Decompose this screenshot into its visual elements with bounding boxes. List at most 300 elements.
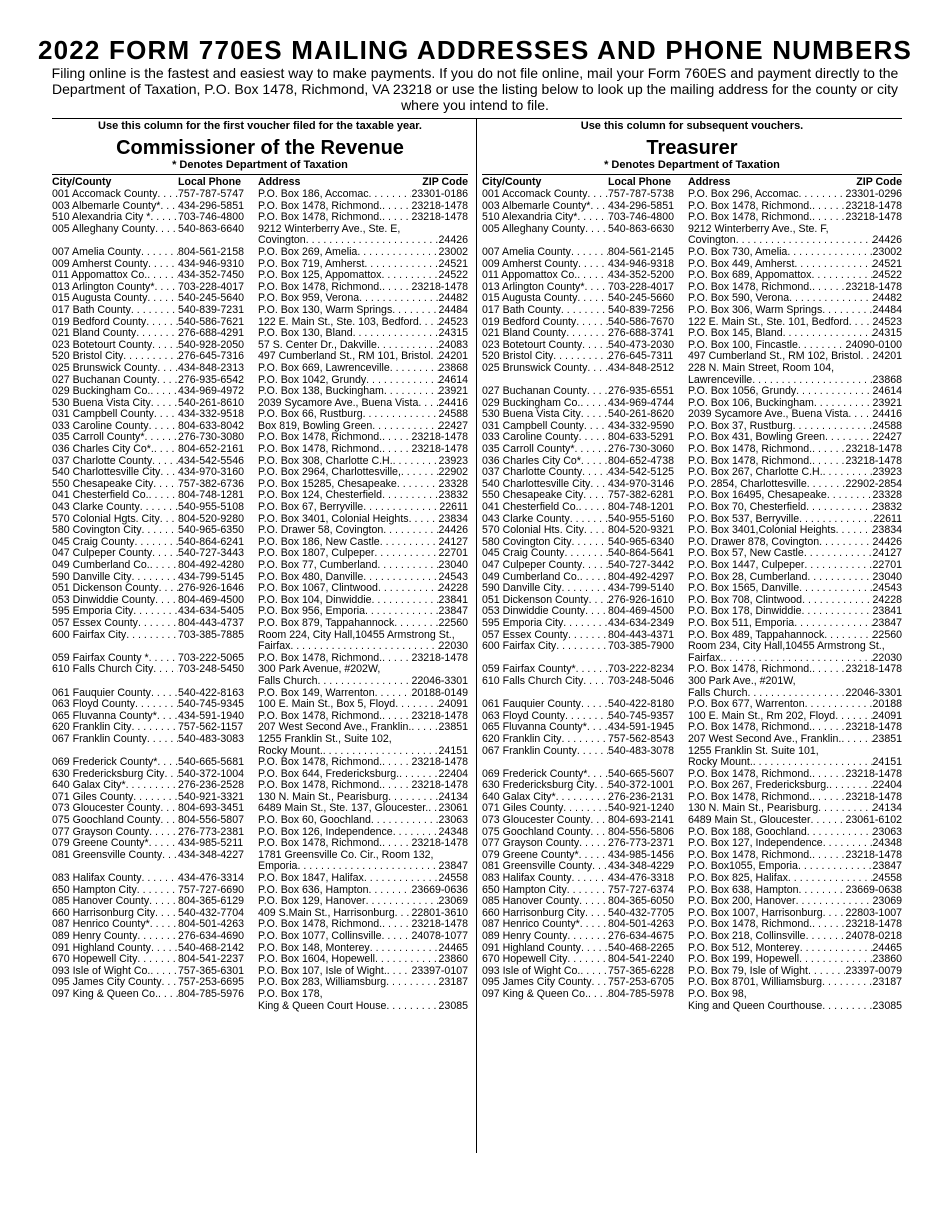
local-phone: 804-561-2145 <box>608 245 674 258</box>
mailing-address <box>258 502 468 514</box>
city-county-text: 049 Cumberland Co. <box>482 571 580 583</box>
address-line: P.O. Box 186, Accomac <box>258 189 369 200</box>
city-county-name <box>52 514 178 526</box>
address-line: P.O. Drawer 58, Covington <box>258 525 384 537</box>
city-county-text: 033 Caroline County <box>52 420 149 432</box>
table-row <box>52 595 468 607</box>
city-county-name <box>52 386 178 398</box>
table-row <box>482 479 902 491</box>
city-county-text: 590 Danville City <box>482 583 562 595</box>
zip-code: 23040 <box>438 560 468 571</box>
city-county-text: 580 Covington City <box>52 525 142 537</box>
mailing-address <box>258 467 468 479</box>
intro-paragraph: Filing online is the fastest and easiest way to make payments. If you do not file online, mail your Form 760ES and payment directly to the Department of Taxation, P.O. Box 1478, Richmond, VA 23218 or use the listing below to look up the mailing address for the county or city where you intend to file. <box>51 65 899 113</box>
address-line: P.O. Box 1478, Richmond. <box>258 710 383 722</box>
address-line: P.O. Box 511, Emporia <box>688 617 795 629</box>
table-row <box>52 931 468 943</box>
zip-code: 24127 <box>872 548 902 560</box>
mailing-address <box>258 653 468 665</box>
column-rule <box>52 174 468 175</box>
local-phone: 540-468-2265 <box>608 941 674 954</box>
city-county-name <box>52 815 178 827</box>
table-row <box>52 537 468 549</box>
city-county-text: 065 Fluvanna County* <box>482 722 587 734</box>
mailing-address <box>258 757 468 769</box>
local-phone: 434-296-5851 <box>608 199 674 212</box>
zip-code: 24315 <box>438 328 468 340</box>
city-county-text: 540 Charlottesville City <box>482 478 591 490</box>
city-county-text: 035 Carroll County* <box>52 432 145 444</box>
city-county-text: 036 Charles City Co* <box>482 455 581 467</box>
table-row <box>482 259 902 271</box>
city-county-text: 595 Emporia City <box>482 617 564 629</box>
city-county-text: 595 Emporia City <box>52 606 134 618</box>
column-title: Treasurer <box>646 137 738 159</box>
header-zip-code: ZIP Code <box>856 176 902 188</box>
zip-code: 24588 <box>872 420 902 432</box>
city-county-name <box>52 664 178 676</box>
city-county-name <box>52 792 178 804</box>
city-county-name <box>482 328 608 340</box>
local-phone: 804-785-5976 <box>178 987 244 1000</box>
local-phone: 540-665-5607 <box>608 767 674 780</box>
city-county-name <box>482 734 608 746</box>
table-row <box>52 363 468 375</box>
city-county-name <box>52 444 178 456</box>
city-county-text: 570 Colonial Hts. City <box>482 525 584 537</box>
table-row <box>482 282 902 294</box>
commissioner-column <box>52 119 468 1012</box>
mailing-address <box>258 873 468 885</box>
city-county-text: 670 Hopewell City <box>52 954 138 966</box>
local-phone: 434-542-5546 <box>178 454 244 467</box>
local-phone: 540-727-3442 <box>608 559 674 571</box>
city-county-name <box>52 363 178 375</box>
address-line: P.O. Box 1478, Richmond. <box>688 200 813 212</box>
city-county-name <box>52 282 178 294</box>
zip-code: 23834 <box>438 513 468 525</box>
address-line: Covington <box>688 234 736 247</box>
city-county-text: 015 Augusta County <box>482 293 578 305</box>
local-phone: 804-748-1201 <box>608 501 674 514</box>
local-phone: 540-745-9345 <box>178 698 244 711</box>
table-row <box>482 630 902 642</box>
table-row <box>52 711 468 723</box>
zip-code: 23218-1478 <box>845 722 902 734</box>
city-county-text: 025 Brunswick County <box>482 362 588 374</box>
city-county-text: 061 Fauquier County <box>52 687 151 699</box>
address-line: P.O. Box 3401,Colonial Heights <box>688 525 836 537</box>
table-row <box>482 398 902 410</box>
mailing-address <box>258 966 468 978</box>
header-address: Address <box>258 176 301 188</box>
address-line: 122 E. Main St., Ste. 101, Bedford <box>688 316 849 328</box>
local-phone: 540-928-2050 <box>178 338 244 351</box>
local-phone: 434-799-5145 <box>178 570 244 583</box>
zip-code: 24521 <box>438 258 468 270</box>
city-county-name <box>482 514 608 526</box>
zip-code: 23218-1478 <box>845 849 902 861</box>
zip-code: 22803-1007 <box>845 907 902 919</box>
mailing-address <box>688 212 902 224</box>
city-county-text: 023 Botetourt County <box>52 339 153 351</box>
mailing-address <box>688 548 902 560</box>
local-phone: 434-946-9310 <box>178 257 244 270</box>
city-county-name <box>52 456 178 468</box>
table-row <box>52 305 468 317</box>
address-line: P.O. Box 1478, Richmond. <box>688 444 813 456</box>
city-county-name <box>52 189 178 201</box>
mailing-address <box>688 583 902 595</box>
city-county-text: 003 Albemarle County* <box>482 200 591 212</box>
city-county-text: 073 Gloucester County <box>482 815 591 827</box>
city-county-text: 650 Hampton City <box>52 884 137 896</box>
table-row <box>482 548 902 560</box>
table-row <box>52 838 468 850</box>
local-phone: 703-222-5065 <box>178 651 244 664</box>
city-county-text: 085 Hanover County <box>52 896 150 908</box>
address-line: P.O. Box 1478, Richmond. <box>688 455 813 467</box>
address-line: P.O. Box 57, New Castle <box>688 548 804 560</box>
city-county-name <box>52 351 178 363</box>
local-phone: 703-385-7900 <box>608 640 674 653</box>
address-line: P.O. Box 37, Rustburg <box>688 420 793 432</box>
zip-code: 22030 <box>872 651 902 664</box>
table-row <box>482 780 902 792</box>
city-county-name <box>482 351 608 363</box>
city-county-name <box>52 490 178 502</box>
local-phone: 804-633-5291 <box>608 431 674 444</box>
city-county-name <box>52 803 178 815</box>
zip-code: 24484 <box>872 304 902 316</box>
zip-code: 24465 <box>438 942 468 954</box>
zip-code: 23063 <box>438 815 468 827</box>
zip-code: 23218-1478 <box>411 710 468 722</box>
city-county-name <box>52 398 178 410</box>
address-line: P.O. Box 148, Monterey <box>258 942 370 954</box>
local-phone: 276-935-6551 <box>608 385 674 398</box>
city-county-name <box>482 363 608 375</box>
table-row <box>482 861 902 873</box>
address-line: 2039 Sycamore Ave., Buena Vista <box>258 397 419 409</box>
zip-code: 23301-0296 <box>845 189 902 200</box>
zip-code: 22701 <box>872 560 902 571</box>
address-line: P.O. Box 959, Verona <box>258 293 360 305</box>
zip-code: 24482 <box>872 293 902 305</box>
local-phone: 804-748-1281 <box>178 489 244 502</box>
local-phone: 434-970-3146 <box>608 477 674 490</box>
city-county-name <box>52 908 178 920</box>
mailing-address <box>688 873 902 885</box>
local-phone: 804-556-5807 <box>178 814 244 827</box>
mailing-address <box>258 931 468 943</box>
address-line: P.O. Box 178, <box>258 988 323 1000</box>
city-county-name <box>482 548 608 560</box>
table-row <box>482 618 902 630</box>
table-row <box>52 664 468 687</box>
city-county-text: 053 Dinwiddie County <box>52 594 156 606</box>
city-county-name <box>482 838 608 850</box>
city-county-name <box>52 873 178 885</box>
city-county-text: 071 Giles County <box>52 791 134 803</box>
local-phone: 757-253-6705 <box>608 976 674 989</box>
address-line: P.O. Box 98, <box>688 988 747 1000</box>
city-county-name <box>52 560 178 572</box>
address-table <box>52 189 468 1012</box>
address-line: 100 E. Main St., Rm 202, Floyd <box>688 710 836 722</box>
zip-code: 23218-1478 <box>411 780 468 792</box>
local-phone: 434-848-2512 <box>608 361 674 374</box>
zip-code: 24523 <box>438 316 468 328</box>
city-county-name <box>52 688 178 700</box>
city-county-name <box>482 664 608 676</box>
zip-code: 24127 <box>438 536 468 548</box>
zip-code: 22611 <box>873 513 902 525</box>
city-county-name <box>482 746 608 758</box>
address-line: P.O. Box 296, Accomac <box>688 189 799 200</box>
city-county-name <box>482 595 608 607</box>
table-row <box>52 688 468 700</box>
local-phone: 276-926-1610 <box>608 593 674 606</box>
table-row <box>52 189 468 201</box>
city-county-name <box>482 861 608 873</box>
address-line: P.O. Box 145, Bland <box>688 328 783 340</box>
address-line: P.O. Box 1478, Richmond. <box>688 768 813 780</box>
local-phone: 540-261-8610 <box>178 396 244 409</box>
mailing-address <box>258 780 468 792</box>
table-row <box>482 803 902 815</box>
city-county-name <box>52 699 178 711</box>
mailing-address <box>258 444 468 456</box>
table-row <box>52 548 468 560</box>
header-city-county: City/County <box>52 176 112 188</box>
address-line: P.O. Box 1478, Richmond. <box>688 791 813 803</box>
city-county-name <box>52 502 178 514</box>
local-phone: 540-483-3078 <box>608 744 674 757</box>
mailing-address <box>258 827 468 839</box>
table-row <box>482 919 902 931</box>
table-row <box>482 537 902 549</box>
table-row <box>482 943 902 955</box>
city-county-text: 013 Arlington County* <box>52 281 155 293</box>
address-line: Falls Church <box>258 674 318 687</box>
address-line: P.O. Box 130, Bland <box>258 328 353 340</box>
table-row <box>482 989 902 1012</box>
mailing-address <box>688 908 902 920</box>
address-line: P.O. Box 1847, Halifax <box>258 873 364 885</box>
local-phone: 434-542-5125 <box>608 466 674 479</box>
city-county-name <box>482 479 608 491</box>
local-phone: 703-228-4017 <box>608 280 674 293</box>
city-county-name <box>482 270 608 282</box>
city-county-text: 045 Craig County <box>482 548 565 560</box>
city-county-name <box>482 977 608 989</box>
zip-code: 23923 <box>438 455 468 467</box>
address-line: P.O. Box 1478, Richmond. <box>688 722 813 734</box>
local-phone: 703-746-4800 <box>608 211 674 224</box>
zip-code: 20188-0149 <box>411 687 468 699</box>
city-county-text: 001 Accomack County <box>482 189 588 200</box>
address-line: P.O. Box 16495, Chesapeake <box>688 490 827 502</box>
table-row <box>482 224 902 247</box>
mailing-address <box>688 224 902 247</box>
mailing-address <box>688 803 902 815</box>
address-line: 228 N. Main Street, Room 104, <box>688 362 835 374</box>
city-county-text: 510 Alexandria City * <box>52 212 151 224</box>
mailing-address <box>258 595 468 607</box>
mailing-address <box>688 931 902 943</box>
table-row <box>52 259 468 271</box>
city-county-text: 095 James City County <box>482 977 592 989</box>
table-row <box>52 282 468 294</box>
table-row <box>52 317 468 329</box>
city-county-text: 029 Buckingham Co. <box>52 386 151 398</box>
city-county-name <box>52 653 178 665</box>
city-county-name <box>482 525 608 537</box>
city-county-name <box>52 432 178 444</box>
city-county-name <box>482 989 608 1001</box>
city-county-text: 027 Buchanan County <box>52 374 157 386</box>
city-county-text: 065 Fluvanna County* <box>52 710 157 722</box>
city-county-text: 630 Fredericksburg City <box>482 780 595 792</box>
city-county-name <box>482 572 608 584</box>
address-line: P.O. Box 644, Fredericksburg. <box>258 768 400 780</box>
city-county-name <box>482 432 608 444</box>
city-county-text: 029 Buckingham Co. <box>482 397 581 409</box>
zip-code: 22560 <box>438 617 468 629</box>
local-phone: 434-352-7450 <box>178 269 244 282</box>
address-table <box>482 189 902 1012</box>
local-phone: 540-245-5640 <box>178 292 244 305</box>
city-county-name <box>482 722 608 734</box>
table-row <box>482 850 902 862</box>
city-county-text: 037 Charlotte County <box>482 467 583 479</box>
mailing-address <box>688 919 902 931</box>
city-county-text: 059 Fairfax County* <box>482 664 576 676</box>
table-row <box>482 606 902 618</box>
local-phone: 540-955-5160 <box>608 512 674 525</box>
zip-code: 23002 <box>438 246 468 258</box>
mailing-address <box>258 560 468 572</box>
zip-code: 24078-0218 <box>845 931 902 942</box>
mailing-address <box>688 328 902 340</box>
mailing-address <box>688 340 902 352</box>
mailing-address <box>688 989 902 1012</box>
address-line: Rocky Mount. <box>258 744 323 757</box>
table-row <box>52 328 468 340</box>
city-county-name <box>482 630 608 642</box>
address-line: P.O. Box 3401, Colonial Heights <box>258 513 409 525</box>
zip-code: 23397-0107 <box>411 965 468 977</box>
city-county-text: 097 King & Queen Co. <box>482 988 589 1000</box>
local-phone: 703-248-5046 <box>608 674 674 687</box>
local-phone: 540-863-6630 <box>608 222 674 235</box>
address-line: P.O. Box 199, Hopewell <box>688 954 800 966</box>
mailing-address <box>258 722 468 734</box>
mailing-address <box>688 734 902 746</box>
table-header <box>52 176 468 189</box>
address-line: P.O. Box 130, Warm Springs <box>258 304 393 316</box>
mailing-address <box>258 583 468 595</box>
city-county-text: 660 Harrisonburg City <box>482 907 586 919</box>
city-county-text: 089 Henry County <box>482 931 568 942</box>
city-county-text: 660 Harrisonburg City <box>52 907 156 919</box>
mailing-address <box>258 885 468 897</box>
zip-code: 23669-0638 <box>845 884 902 896</box>
address-line: P.O. Box 879, Tappahannock <box>258 617 395 629</box>
local-phone: 757-382-6736 <box>178 477 244 490</box>
city-county-text: 007 Amelia County <box>482 246 571 258</box>
city-county-text: 550 Chesapeake City <box>482 490 584 502</box>
city-county-name <box>482 919 608 931</box>
mailing-address <box>688 201 902 213</box>
table-row <box>52 560 468 572</box>
zip-code: 23218-1478 <box>411 281 468 293</box>
local-phone: 434-348-4229 <box>608 860 674 873</box>
table-row <box>52 977 468 989</box>
zip-code: 23832 <box>872 502 902 514</box>
city-county-name <box>52 769 178 781</box>
table-row <box>52 467 468 479</box>
city-county-name <box>52 606 178 618</box>
address-line: 1781 Greensville Co. Cir., Room 132, <box>258 849 434 861</box>
city-county-name <box>482 224 608 236</box>
address-line: P.O. Box 60, Goochland <box>258 815 371 827</box>
city-county-text: 530 Buena Vista City <box>52 397 151 409</box>
zip-code: 23069 <box>872 896 902 908</box>
city-county-name <box>52 525 178 537</box>
local-phone: 540-432-7705 <box>608 906 674 919</box>
address-line: P.O. Box 269, Amelia <box>258 246 358 258</box>
column-subtitle: * Denotes Department of Taxation <box>604 159 780 171</box>
address-line: P.O. Box 2964, Charlottesville, <box>258 467 401 479</box>
city-county-name <box>482 676 608 688</box>
zip-code: 24091 <box>872 710 902 722</box>
mailing-address <box>258 432 468 444</box>
zip-code: 24482 <box>438 293 468 305</box>
city-county-text: 520 Bristol City <box>52 351 124 363</box>
city-county-name <box>482 490 608 502</box>
city-county-name <box>482 583 608 595</box>
local-phone: 757-727-6374 <box>608 883 674 896</box>
table-row <box>52 850 468 873</box>
city-county-name <box>482 699 608 711</box>
table-row <box>482 317 902 329</box>
local-phone: 540-245-5660 <box>608 292 674 305</box>
zip-code: 22611 <box>439 502 468 514</box>
city-county-text: 540 Charlottesville City <box>52 467 161 479</box>
city-county-text: 095 James City County <box>52 977 162 989</box>
city-county-name <box>482 421 608 433</box>
header-local-phone: Local Phone <box>178 176 241 188</box>
local-phone: 276-634-4675 <box>608 930 674 942</box>
city-county-text: 067 Franklin County <box>52 733 147 745</box>
local-phone: 757-365-6228 <box>608 964 674 977</box>
zip-code: 23851 <box>872 733 902 745</box>
local-phone: 540-372-1001 <box>608 779 674 792</box>
address-line: P.O. Drawer 878, Covington <box>688 536 820 548</box>
local-phone: 540-839-7256 <box>608 303 674 316</box>
zip-code: 24588 <box>438 409 468 421</box>
city-county-name <box>52 548 178 560</box>
city-county-text: 057 Essex County <box>482 629 568 641</box>
city-county-name <box>52 572 178 584</box>
zip-code: 23218-1478 <box>845 664 902 676</box>
local-phone: 434-332-9518 <box>178 408 244 421</box>
zip-code: 23218-1478 <box>845 768 902 780</box>
address-line: 2039 Sycamore Ave., Buena Vista <box>688 409 849 421</box>
address-line: P.O. Box 638, Hampton <box>688 884 799 896</box>
